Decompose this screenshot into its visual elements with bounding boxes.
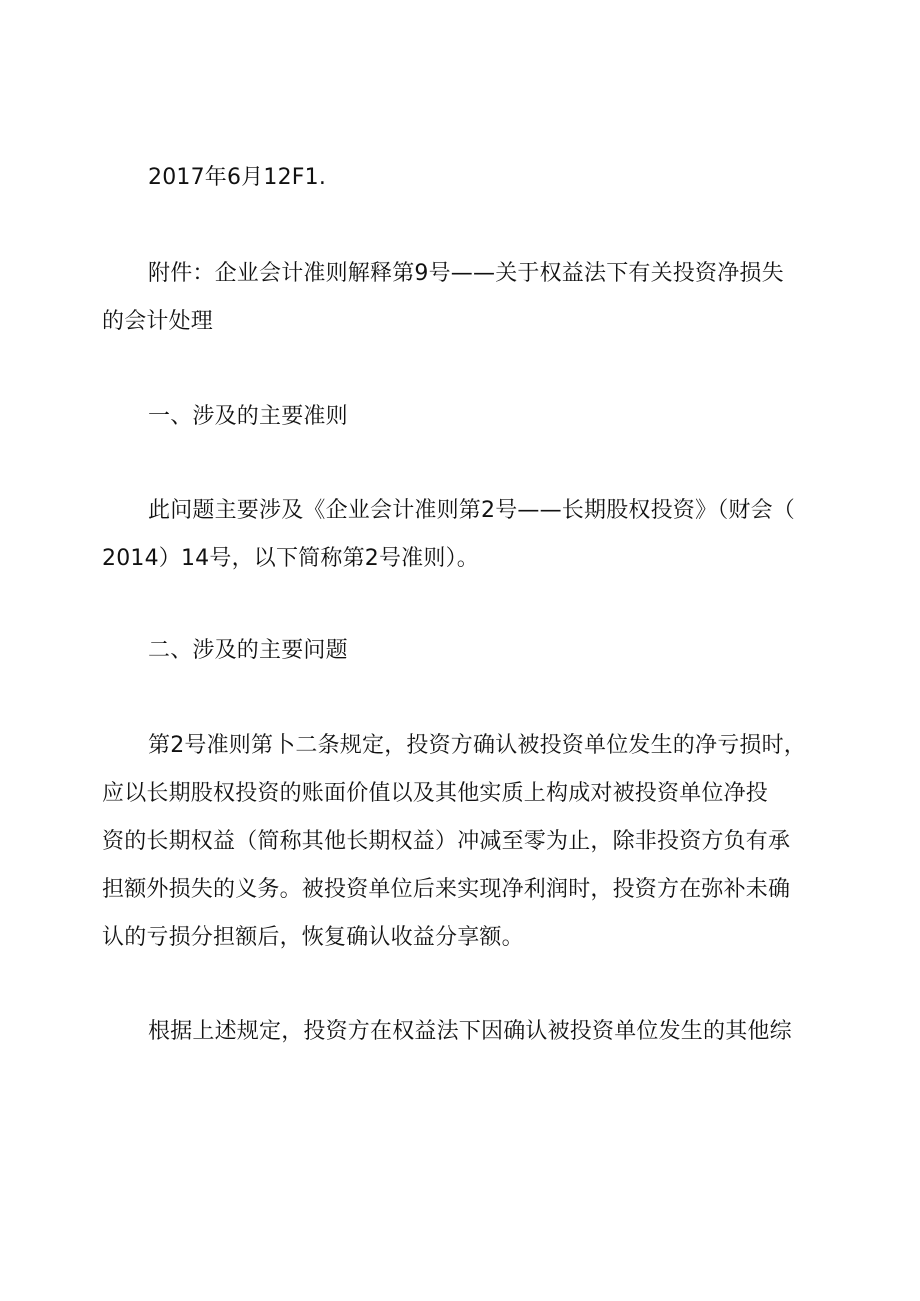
attachment-title-line-1: 附件：企业会计准则解释第9号——关于权益法下有关投资净损失	[148, 261, 784, 286]
section-2-paragraph-line-3: 资的长期权益（简称其他长期权益）冲减至零为止，除非投资方负有承	[102, 829, 791, 854]
section-1-paragraph-line-2: 2014）14号，以下简称第2号准则）。	[102, 546, 479, 571]
section-1-paragraph-line-1: 此问题主要涉及《企业会计准则第2号——长期股权投资》（财会（	[148, 498, 795, 523]
section-2-paragraph-line-2: 应以长期股权投资的账面价值以及其他实质上构成对被投资单位净投	[102, 781, 769, 806]
section-1-heading: 一、涉及的主要准则	[148, 404, 348, 429]
section-2-paragraph-line-4: 担额外损失的义务。被投资单位后来实现净利润时，投资方在弥补未确	[102, 877, 791, 902]
attachment-title-line-2: 的会计处理	[102, 309, 214, 334]
date-line: 2017年6月12F1.	[148, 165, 327, 190]
section-2-paragraph-line-5: 认的亏损分担额后，恢复确认收益分享额。	[102, 925, 524, 950]
section-2-paragraph-line-1: 第2号准则第卜二条规定，投资方确认被投资单位发生的净亏损时，	[148, 733, 806, 758]
section-2-paragraph-2-line-1: 根据上述规定，投资方在权益法下因确认被投资单位发生的其他综	[148, 1019, 792, 1044]
section-2-heading: 二、涉及的主要问题	[148, 638, 348, 663]
